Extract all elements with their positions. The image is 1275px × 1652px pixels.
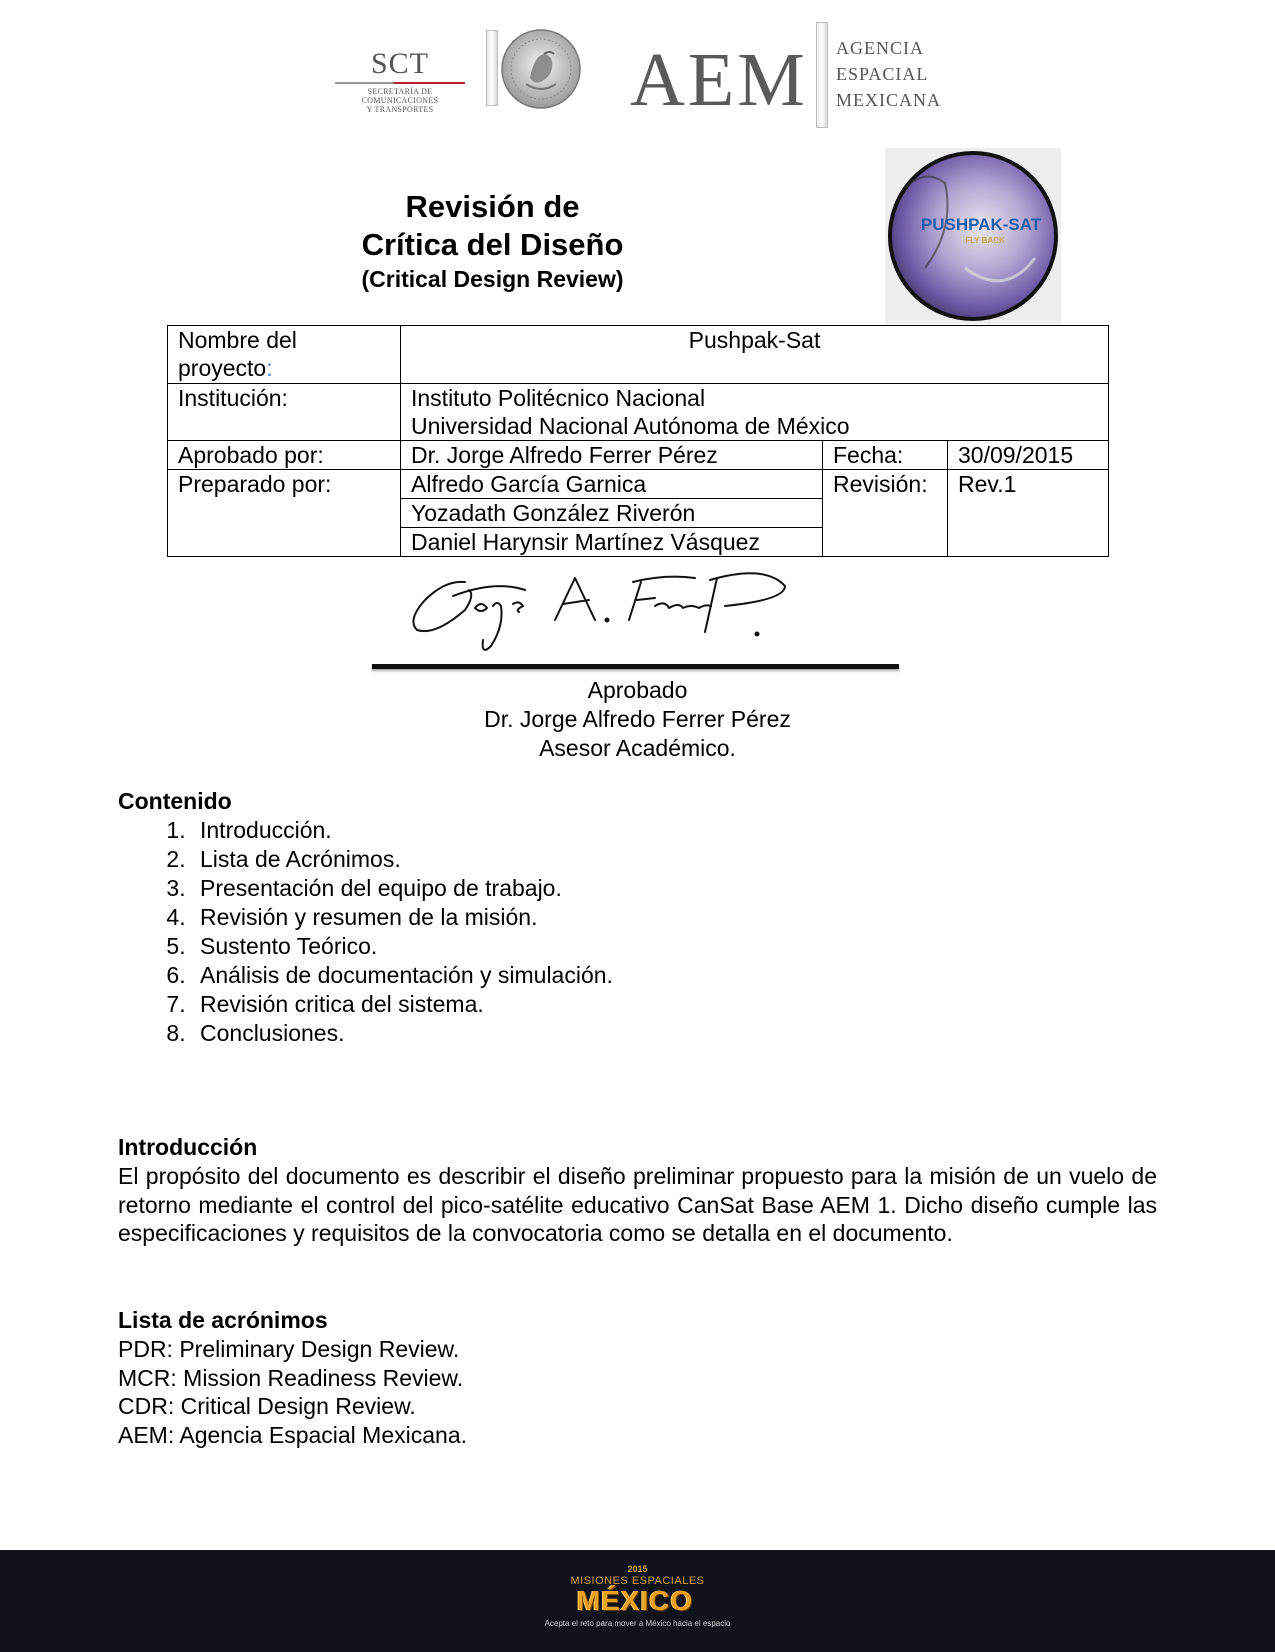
contents-item: 7. Revisión critica del sistema. [192, 990, 918, 1019]
institution-2: Universidad Nacional Autónoma de México [411, 413, 850, 439]
aem-agency-name [836, 35, 941, 113]
contents-item: 6. Análisis de documentación y simulación. [192, 961, 918, 990]
contents-item: 8. Conclusiones. [192, 1019, 918, 1048]
footer-missions: MISIONES ESPACIALES [570, 1575, 705, 1587]
sct-logo-sub3: Y TRANSPORTES [366, 105, 434, 114]
revision-value: Rev.1 [948, 470, 1109, 557]
contents-item: 1. Introducción. [192, 816, 918, 845]
aem-agency-line1: AGENCIA [836, 38, 924, 58]
approval-status: Aprobado [587, 677, 688, 703]
footer-year: 2015 [627, 1564, 648, 1574]
title-line3: (Critical Design Review) [361, 266, 624, 292]
sct-logo [335, 48, 465, 114]
prepared-label: Preparado por: [168, 470, 401, 557]
acronym-item: PDR: Preliminary Design Review. [118, 1336, 460, 1362]
project-label-b: proyecto [178, 355, 267, 381]
contents-item: 2. Lista de Acrónimos. [192, 845, 918, 874]
project-label-colon: : [266, 355, 273, 381]
table-row-prepared-1 [168, 470, 1109, 499]
table-row-institution [168, 384, 1109, 441]
acronym-item: CDR: Critical Design Review. [118, 1393, 416, 1419]
badge-subtitle: FLY BACK [965, 236, 1005, 245]
contents-item: 4. Revisión y resumen de la misión. [192, 903, 918, 932]
preparer-1: Alfredo García Garnica [401, 470, 823, 499]
preparer-3: Daniel Harynsir Martínez Vásquez [401, 528, 823, 557]
sct-logo-rule [335, 82, 465, 84]
table-row-approved [168, 441, 1109, 470]
date-label: Fecha: [823, 441, 948, 470]
sct-logo-text: SCT [370, 47, 430, 80]
aem-divider [816, 22, 828, 128]
institution-1: Instituto Politécnico Nacional [411, 385, 706, 411]
acronym-item: AEM: Agencia Espacial Mexicana. [118, 1421, 468, 1448]
introduction-section [118, 1133, 1157, 1248]
project-label-cell [168, 326, 401, 384]
title-line1: Revisión de [405, 189, 580, 224]
contents-list [118, 816, 918, 1048]
project-label-a: Nombre del [178, 327, 297, 353]
preparer-2: Yozadath González Riverón [401, 499, 823, 528]
acronym-item: MCR: Mission Readiness Review. [118, 1364, 464, 1391]
logo-divider [486, 30, 498, 106]
approved-label: Aprobado por: [168, 441, 401, 470]
sct-logo-sub2: COMUNICACIONES [361, 96, 439, 105]
institution-value-cell [401, 384, 1109, 441]
contents-item: 3. Presentación del equipo de trabajo. [192, 874, 918, 903]
acronyms-heading: Lista de acrónimos [118, 1307, 328, 1333]
revision-label: Revisión: [823, 470, 948, 557]
institution-label: Institución: [168, 384, 401, 441]
introduction-text: El propósito del documento es describir el diseño preliminar propuesto para la misión de un vuelo de retorno mediante el control del pico-satélite educativo CanSat Base AEM 1. Dicho diseño cumple las especificaciones y requisitos de la convocatoria como se detalla en el documento. [118, 1163, 1157, 1246]
project-info-table [167, 325, 1109, 557]
signature-line [372, 664, 899, 669]
title-line2: Crítica del Diseño [361, 227, 624, 262]
approved-value: Dr. Jorge Alfredo Ferrer Pérez [401, 441, 823, 470]
pushpak-sat-badge-icon [885, 148, 1061, 324]
contents-item: 5. Sustento Teórico. [192, 932, 918, 961]
footer-tagline: Acepta el reto para mover a México hacia el espacio [544, 1619, 731, 1628]
approver-role: Asesor Académico. [539, 735, 736, 761]
handwritten-signature [405, 570, 835, 655]
aem-logo-text: AEM [630, 38, 808, 122]
approver-name: Dr. Jorge Alfredo Ferrer Pérez [484, 706, 791, 732]
contents-heading: Contenido [118, 788, 232, 814]
sct-logo-sub1: SECRETARÍA DE [367, 87, 433, 96]
approval-block [380, 676, 895, 763]
table-row-project [168, 326, 1109, 384]
footer-country-logo: MÉXICO [576, 1585, 694, 1616]
project-value: Pushpak-Sat [401, 326, 1109, 384]
date-value: 30/09/2015 [948, 441, 1109, 470]
aem-agency-line3: MEXICANA [836, 90, 941, 110]
aem-agency-line2: ESPACIAL [836, 64, 929, 84]
contents-section [118, 787, 918, 1048]
introduction-heading: Introducción [118, 1134, 258, 1160]
document-title [300, 188, 685, 294]
badge-title: PUSHPAK-SAT [920, 215, 1042, 234]
mexico-seal-icon [500, 28, 582, 110]
acronyms-section [118, 1306, 918, 1449]
